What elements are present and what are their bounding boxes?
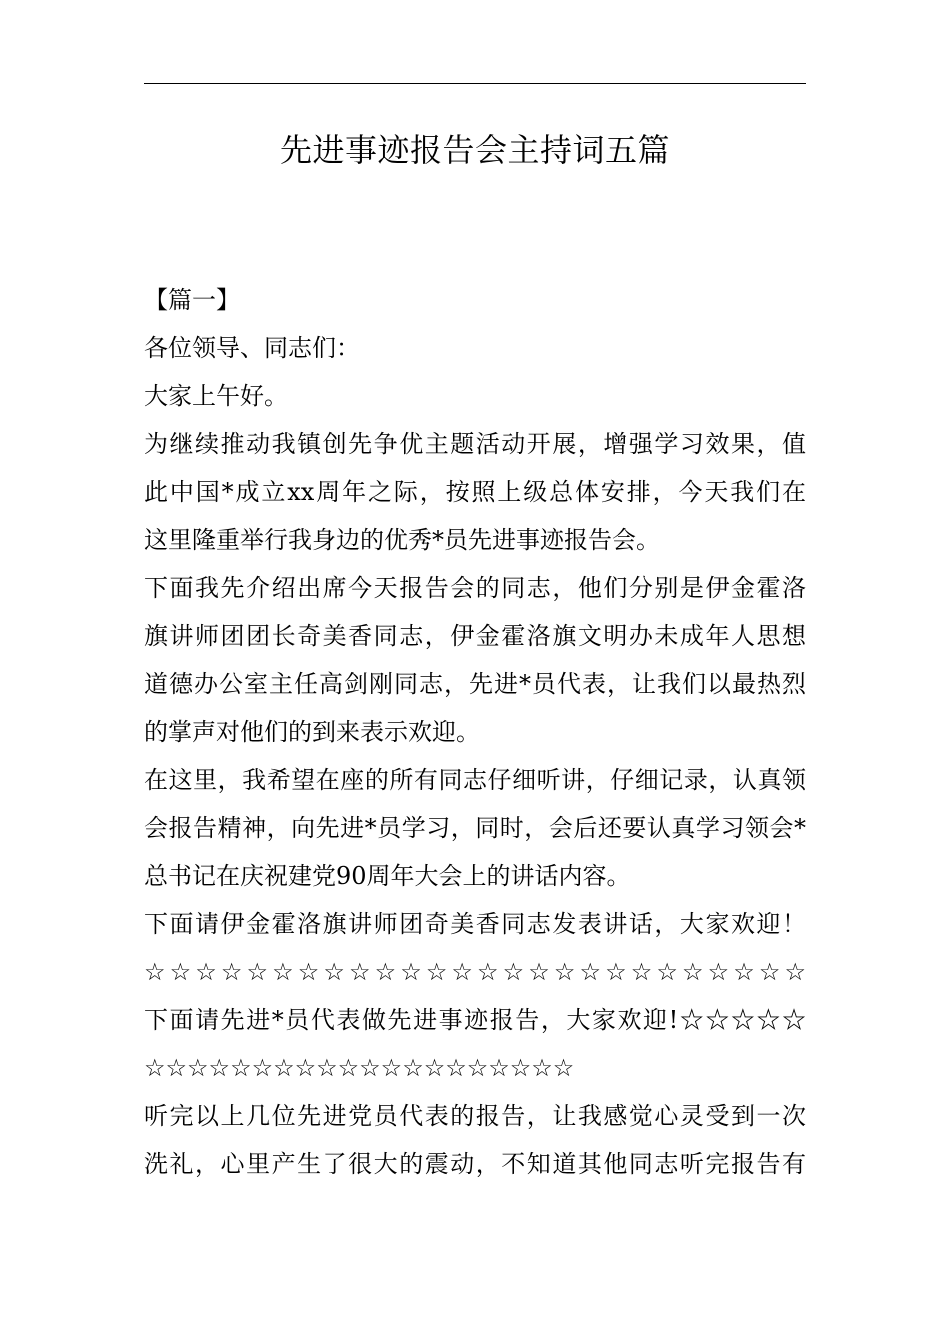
greeting: 大家上午好。 [144,382,288,410]
paragraph-line: 道德办公室主任高剑刚同志，先进*员代表，让我们以最热烈 [144,670,806,698]
paragraph-line: 下面我先介绍出席今天报告会的同志，他们分别是伊金霍洛 [144,574,806,602]
paragraph-line: 会报告精神，向先进*员学习，同时，会后还要认真学习领会* [144,814,806,842]
section-heading: 【篇一】 [144,286,240,314]
paragraph-line: 总书记在庆祝建党90周年大会上的讲话内容。 [144,862,631,890]
document-body [144,276,806,1188]
paragraph-line: 在这里，我希望在座的所有同志仔细听讲，仔细记录，认真领 [144,766,806,794]
document-title: 先进事迹报告会主持词五篇 [279,131,670,169]
paragraph-line: 下面请先进*员代表做先进事迹报告，大家欢迎!☆☆☆☆☆ [144,1006,806,1034]
paragraph-line: 下面请伊金霍洛旗讲师团奇美香同志发表讲话，大家欢迎！ [144,910,806,938]
paragraph-line: 此中国*成立xx周年之际，按照上级总体安排，今天我们在 [144,478,806,506]
salutation: 各位领导、同志们： [144,334,360,362]
paragraph-line: 旗讲师团团长奇美香同志，伊金霍洛旗文明办未成年人思想 [144,622,806,650]
paragraph-line: 这里隆重举行我身边的优秀*员先进事迹报告会。 [144,526,660,554]
star-separator: ☆☆☆☆☆☆☆☆☆☆☆☆☆☆☆☆☆☆☆☆☆☆☆☆☆☆ [144,958,806,986]
paragraph-line: 洗礼，心里产生了很大的震动，不知道其他同志听完报告有 [144,1150,806,1178]
star-separator: ☆☆☆☆☆☆☆☆☆☆☆☆☆☆☆☆☆☆☆☆ [144,1054,575,1082]
paragraph-line: 为继续推动我镇创先争优主题活动开展，增强学习效果，值 [144,430,806,458]
paragraph-line: 的掌声对他们的到来表示欢迎。 [144,718,480,746]
paragraph-line: 听完以上几位先进党员代表的报告，让我感觉心灵受到一次 [144,1102,806,1130]
header-rule [144,83,806,84]
